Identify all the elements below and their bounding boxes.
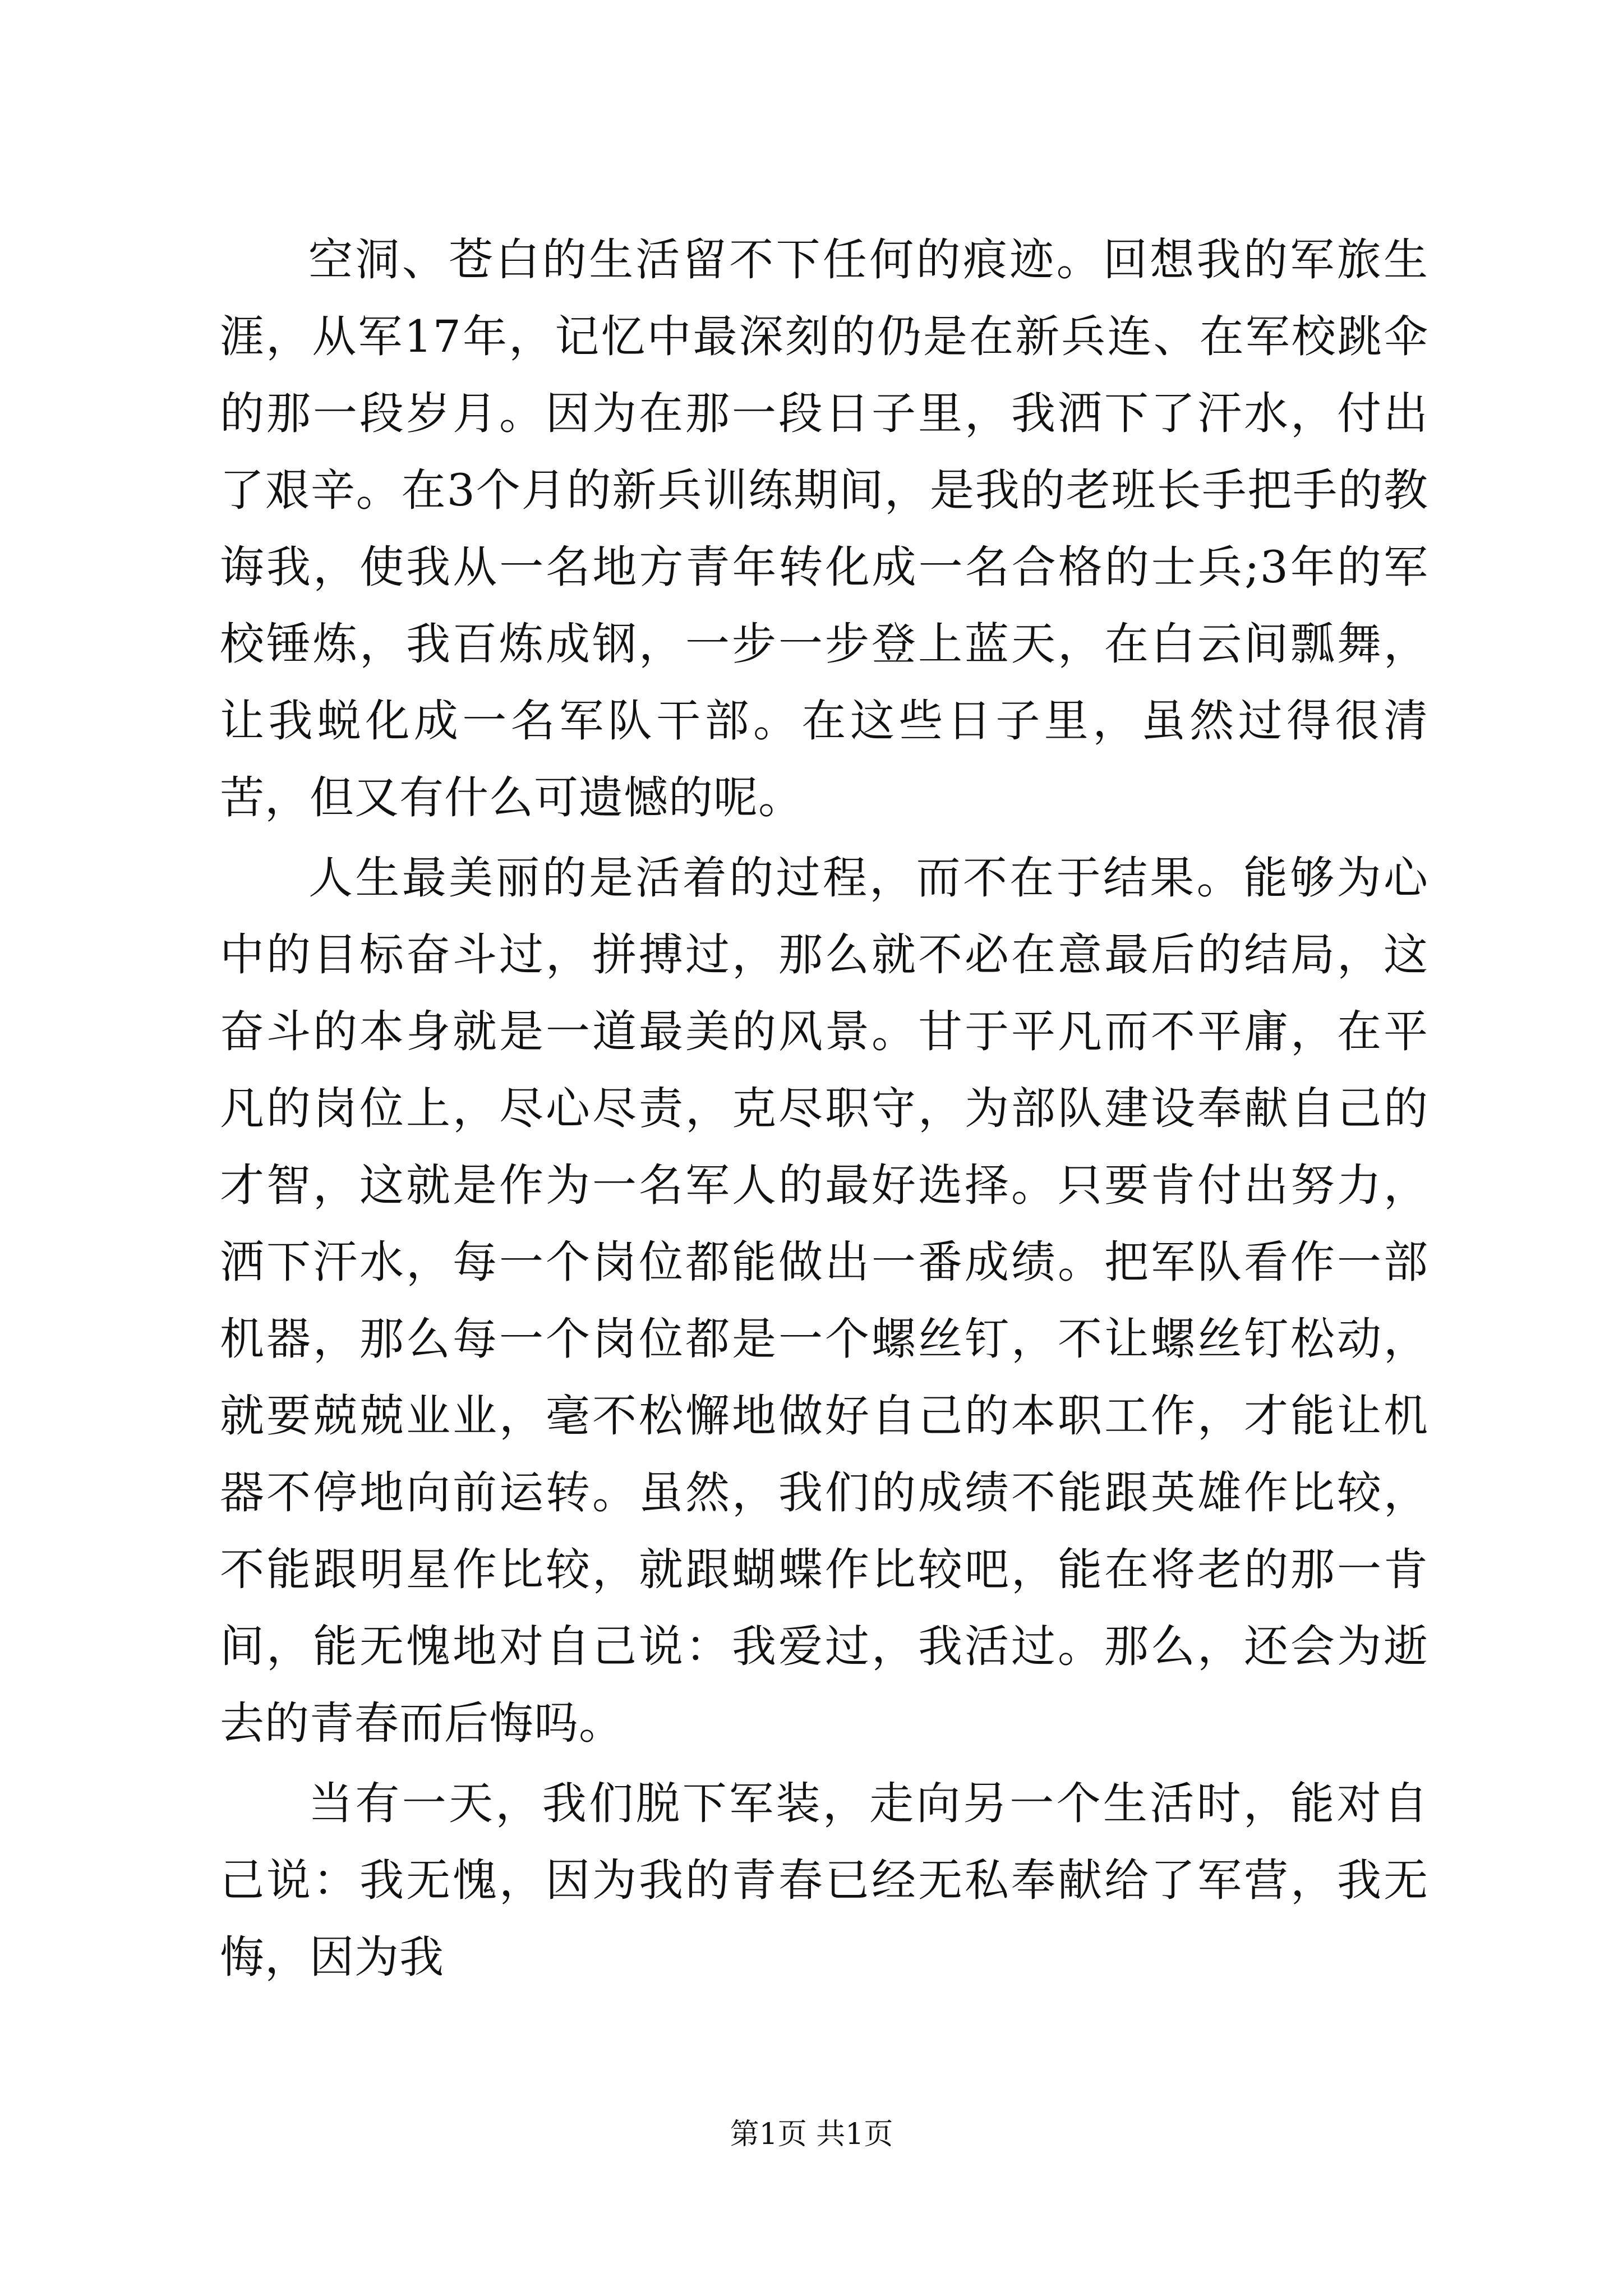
page-number-label: 第1页 共1页 — [730, 2118, 893, 2151]
page-footer — [0, 2115, 1623, 2154]
paragraph-1: 空洞、苍白的生活留不下任何的痕迹。回想我的军旅生涯，从军17年，记忆中最深刻的仍是在新兵连、在军校跳伞的那一段岁月。因为在那一段日子里，我洒下了汗水，付出了艰辛。在3个月的新兵训练期间，是我的老班长手把手的教诲我，使我从一名地方青年转化成一名合格的士兵;3年的军校锤炼，我百炼成钢，一步一步登上蓝天，在白云间瓢舞，让我蜕化成一名军队干部。在这些日子里，虽然过得很清苦，但又有什么可遗憾的呢。 — [220, 234, 1428, 823]
paragraph-2: 人生最美丽的是活着的过程，而不在于结果。能够为心中的目标奋斗过，拼搏过，那么就不必在意最后的结局，这奋斗的本身就是一道最美的风景。甘于平凡而不平庸，在平凡的岗位上，尽心尽责，克尽职守，为部队建设奉献自己的才智，这就是作为一名军人的最好选择。只要肯付出努力，洒下汗水，每一个岗位都能做出一番成绩。把军队看作一部机器，那么每一个岗位都是一个螺丝钉，不让螺丝钉松动，就要兢兢业业，毫不松懈地做好自己的本职工作，才能让机器不停地向前运转。虽然，我们的成绩不能跟英雄作比较，不能跟明星作比较，就跟蝴蝶作比较吧，能在将老的那一肯间，能无愧地对自己说：我爱过，我活过。那么，还会为逝去的青春而后悔吗。 — [220, 852, 1428, 1749]
paragraph-3: 当有一天，我们脱下军装，走向另一个生活时，能对自己说：我无愧，因为我的青春已经无私奉献给了军营，我无悔，因为我 — [220, 1778, 1428, 1983]
document-body — [220, 222, 1428, 1996]
